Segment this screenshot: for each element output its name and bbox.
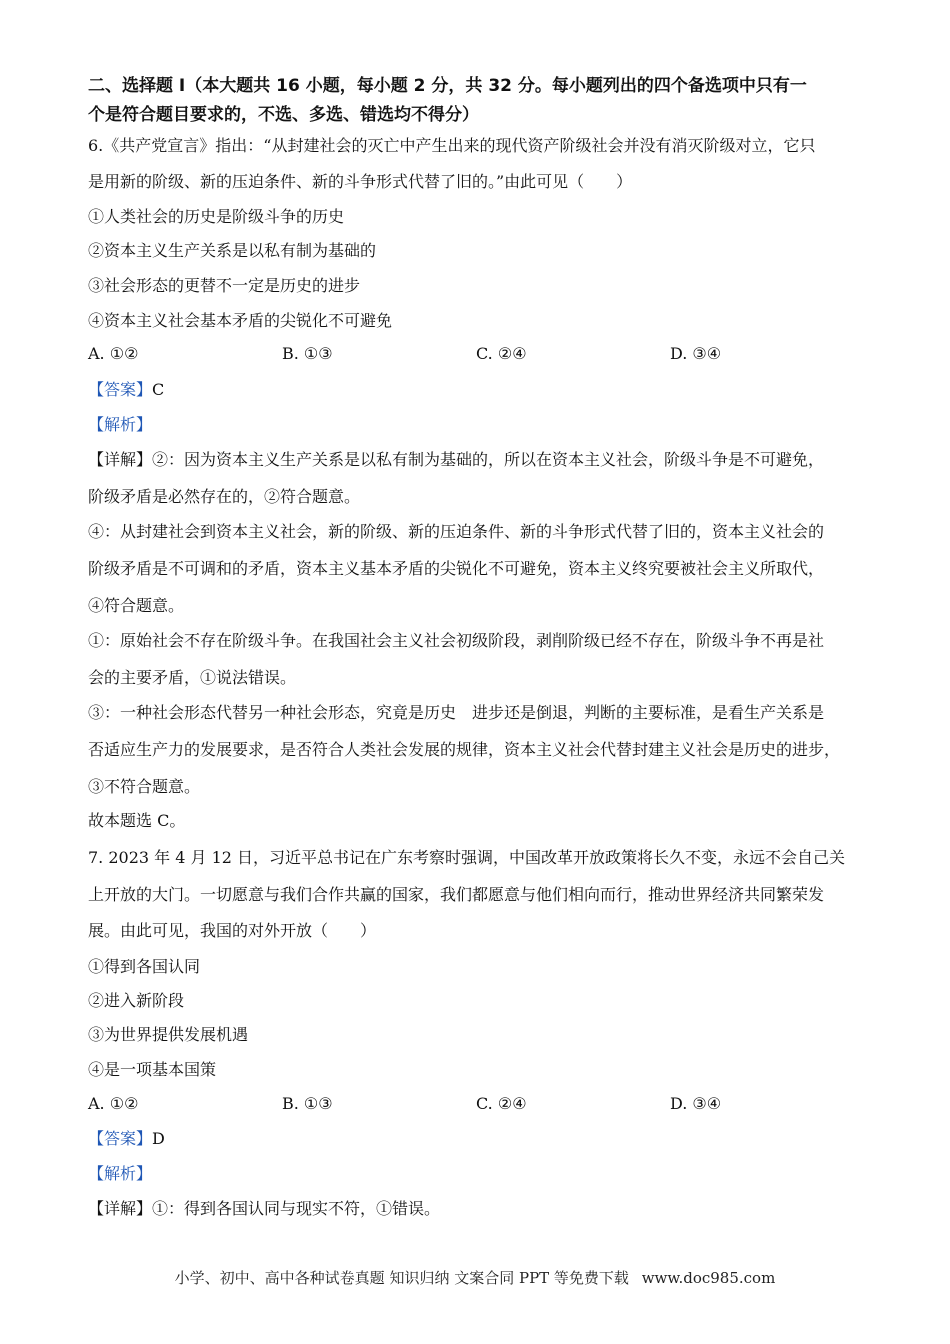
q7-analysis-tag: 【解析】 [88,1164,153,1183]
q6-detail-line10: ③不符合题意。 [88,777,201,796]
q6-statement-1: ①人类社会的历史是阶级斗争的历史 [88,207,345,226]
q7-stem-line2: 上开放的大门。一切愿意与我们合作共赢的国家，我们都愿意与他们相向而行，推动世界经济共同繁荣发 [88,885,825,904]
q6-detail-line6: ①：原始社会不存在阶级斗争。在我国社会主义社会初级阶段，剥削阶级已经不存在，阶级斗争不再是社 [88,631,825,650]
q6-stem-line1: 6.《共产党宣言》指出：“从封建社会的灭亡中产生出来的现代资产阶级社会并没有消灭阶级对立，它只 [88,136,816,155]
q6-detail-line7: 会的主要矛盾，①说法错误。 [88,668,297,687]
page-footer [0,1268,950,1288]
q7-detail-tag: 【详解】 [88,1199,153,1218]
q6-detail-text1: ②：因为资本主义生产关系是以私有制为基础的，所以在资本主义社会，阶级斗争是不可避免， [152,450,825,469]
q6-option-c: C. ②④ [476,344,527,363]
q7-detail-line1 [88,1199,440,1219]
q7-statement-2: ②进入新阶段 [88,991,185,1010]
q7-option-a: A. ①② [88,1094,139,1113]
q7-answer [88,1129,165,1149]
q6-option-d: D. ③④ [670,344,722,363]
q6-stem-line2: 是用新的阶级、新的压迫条件、新的斗争形式代替了旧的。”由此可见（ ） [88,172,633,191]
q7-answer-tag: 【答案】 [88,1129,153,1148]
q7-statement-1: ①得到各国认同 [88,957,201,976]
q6-answer-value: C [152,380,165,399]
q6-answer-tag: 【答案】 [88,380,153,399]
q6-option-b: B. ①③ [282,344,333,363]
q6-answer [88,380,164,400]
q6-analysis-tag: 【解析】 [88,415,153,434]
q7-stem-line3: 展。由此可见，我国的对外开放（ ） [88,921,377,940]
q6-detail-tag: 【详解】 [88,450,153,469]
q6-detail-line1 [88,450,824,470]
q6-option-a: A. ①② [88,344,139,363]
q7-detail-text1: ①：得到各国认同与现实不符，①错误。 [152,1199,441,1218]
section-heading-line1: 二、选择题 I（本大题共 16 小题，每小题 2 分，共 32 分。每小题列出的四个备选项中只有一 [88,76,807,96]
q7-option-c: C. ②④ [476,1094,527,1113]
q6-detail-line5: ④符合题意。 [88,596,185,615]
q7-option-d: D. ③④ [670,1094,722,1113]
q7-statement-3: ③为世界提供发展机遇 [88,1025,249,1044]
q6-detail-line9: 否适应生产力的发展要求，是否符合人类社会发展的规律，资本主义社会代替封建主义社会是历史的进步， [88,740,841,759]
q7-stem-line1: 7. 2023 年 4 月 12 日，习近平总书记在广东考察时强调，中国改革开放政策将长久不变，永远不会自己关 [88,848,846,867]
q6-statement-3: ③社会形态的更替不一定是历史的进步 [88,276,361,295]
section-heading-line2: 个是符合题目要求的，不选、多选、错选均不得分） [88,105,479,125]
footer-text: 小学、初中、高中各种试卷真题 知识归纳 文案合同 PPT 等免费下载 [174,1269,629,1287]
q6-statement-2: ②资本主义生产关系是以私有制为基础的 [88,241,377,260]
footer-url[interactable]: www.doc985.com [641,1269,776,1287]
q6-detail-line11: 故本题选 C。 [88,811,186,830]
q7-option-b: B. ①③ [282,1094,333,1113]
q6-detail-line3: ④：从封建社会到资本主义社会，新的阶级、新的压迫条件、新的斗争形式代替了旧的，资本主义社会的 [88,522,825,541]
q6-detail-line4: 阶级矛盾是不可调和的矛盾，资本主义基本矛盾的尖锐化不可避免，资本主义终究要被社会主义所取代， [88,559,825,578]
q6-detail-line2: 阶级矛盾是必然存在的，②符合题意。 [88,487,361,506]
q6-detail-line8: ③：一种社会形态代替另一种社会形态，究竟是历史 进步还是倒退，判断的主要标准，是看生产关系是 [88,703,825,722]
q6-statement-4: ④资本主义社会基本矛盾的尖锐化不可避免 [88,311,393,330]
q7-statement-4: ④是一项基本国策 [88,1060,217,1079]
q7-answer-value: D [152,1129,165,1148]
